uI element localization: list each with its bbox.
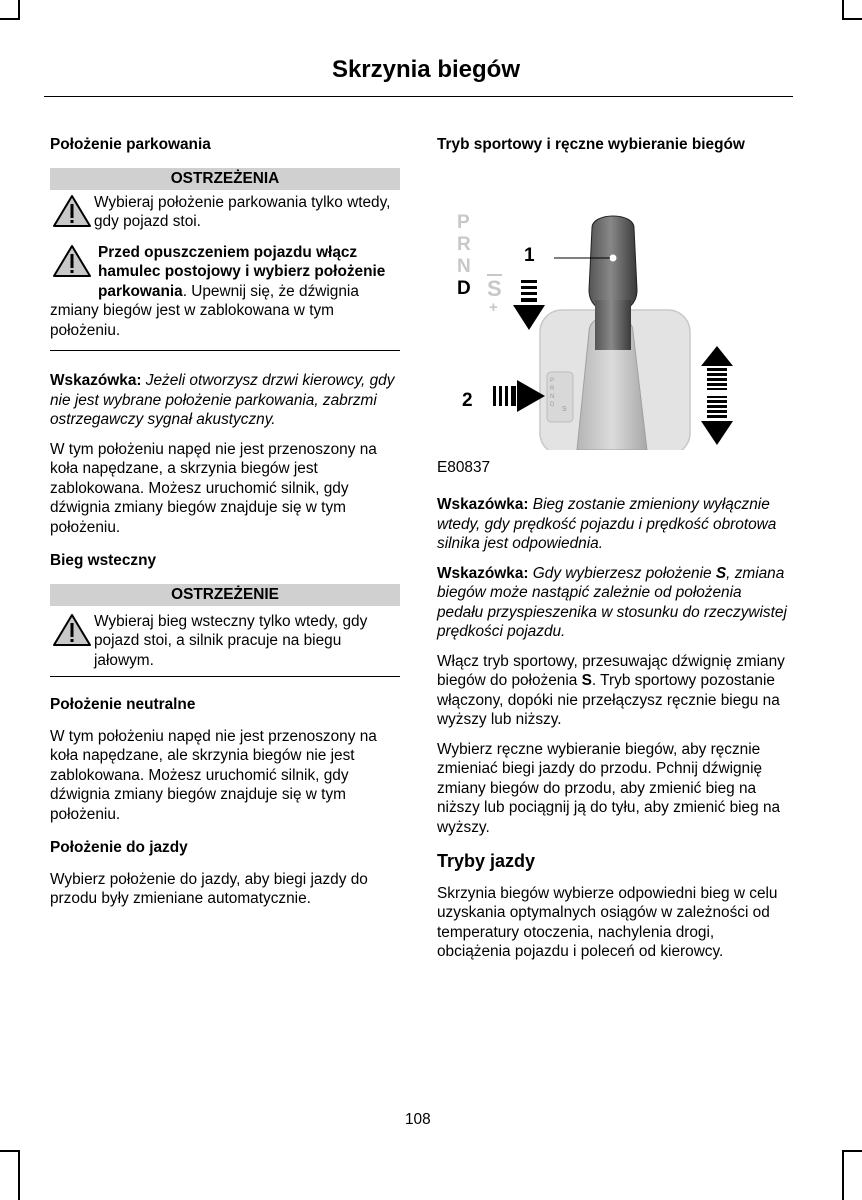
body-paragraph: Wybierz ręczne wybieranie biegów, aby ręcznie zmieniać biegi jazdy do przodu. Pchnij dźwignię zmiany biegów do przodu, aby zmienić bieg na niższy lub pociągnij ją do tyłu, aby zmienić bieg na wyższy. <box>437 740 781 836</box>
gear-letter-d: D <box>457 277 471 299</box>
crop-mark <box>842 1150 862 1152</box>
gear-letter-p: P <box>457 211 470 233</box>
note-text-s: S <box>715 564 727 582</box>
section-heading-modes: Tryby jazdy <box>437 851 536 871</box>
arrow-down-icon <box>513 280 545 330</box>
warning-text: Wybieraj bieg wsteczny tylko wtedy, gdy pojazd stoi, a silnik pracuje na biegu jałowym. <box>94 612 368 669</box>
note-text: Gdy wybierzesz położenie <box>528 564 716 582</box>
crop-mark <box>842 0 844 20</box>
warning-item <box>50 243 400 341</box>
body-paragraph: Skrzynia biegów wybierze odpowiedni bieg w celu uzyskania optymalnych osiągów w zależności od temperatury otoczenia, nachylenia drogi, obciążenia pojazdu i poleceń od kierowcy. <box>437 884 778 960</box>
crop-mark <box>18 1150 20 1200</box>
note-paragraph <box>437 495 789 554</box>
left-column <box>50 130 400 909</box>
up-down-arrow-icon <box>701 346 733 445</box>
note-text: Bieg zostanie zmieniony wyłącznie wtedy, gdy prędkość pojazdu i prędkość obrotowa silnika jest odpowiednia. <box>437 496 777 552</box>
mini-gate-letters: P R N D <box>550 377 555 408</box>
warning-triangle-icon <box>50 193 94 229</box>
warning-item <box>50 612 400 671</box>
section-heading-park: Położenie parkowania <box>50 136 211 153</box>
body-text: Włącz tryb sportowy, przesuwając dźwignię zmiany biegów do położenia <box>437 652 785 689</box>
section-heading-neutral: Położenie neutralne <box>50 696 196 714</box>
warning-triangle-icon <box>50 612 94 648</box>
arrow-right-icon <box>493 380 545 412</box>
crop-mark <box>842 1150 844 1200</box>
note-paragraph <box>437 564 789 642</box>
gear-selector-figure <box>437 160 789 450</box>
sport-mark: S <box>487 275 502 301</box>
gear-knob <box>589 216 637 313</box>
divider <box>50 676 400 677</box>
body-paragraph <box>437 652 789 730</box>
note-label: Wskazówka: <box>437 496 529 513</box>
figure-caption: E80837 <box>437 458 491 476</box>
warning-triangle-icon <box>50 243 94 279</box>
header-divider <box>44 96 793 97</box>
callout-1: 1 <box>524 244 535 266</box>
mini-gate-s: S <box>562 405 567 413</box>
crop-mark <box>18 0 20 20</box>
note-label: Wskazówka: <box>50 372 142 390</box>
warning-item <box>50 193 400 232</box>
note-text: Jeżeli otworzysz drzwi kierowcy, gdy nie jest wybrane położenie parkowania, zabrzmi ostrzegawczy sygnał akustyczny. <box>50 372 395 429</box>
body-paragraph: W tym położeniu napęd nie jest przenoszony na koła napędzane, a skrzynia biegów jest zablokowana. Możesz uruchomić silnik, gdy dźwignia zmiany biegów znajduje się w tym położeniu. <box>50 440 377 536</box>
section-heading-reverse: Bieg wsteczny <box>50 552 157 570</box>
gear-letter-r: R <box>457 233 471 255</box>
warning-text-bold: Przed opuszczeniem pojazdu włącz hamulec postojowy i wybierz położenie parkowania <box>98 243 386 300</box>
warning-title-bar: OSTRZEŻENIE <box>50 584 400 606</box>
divider <box>50 350 400 351</box>
body-paragraph: Wybierz położenie do jazdy, aby biegi jazdy do przodu były zmieniane automatycznie. <box>50 870 368 908</box>
body-text-s: S <box>581 672 592 689</box>
warning-text: . Upewnij się, że dźwignia zmiany biegów jest w zablokowana w tym położeniu. <box>50 282 359 339</box>
page-number: 108 <box>405 1111 431 1128</box>
note-text: , zmiana biegów może nastąpić zależnie od położenia pedału przyspieszenika w stosunku do rzeczywistej prędkości pojazdu. <box>437 564 787 640</box>
warning-text: Wybieraj położenie parkowania tylko wtedy, gdy pojazd stoi. <box>94 193 391 230</box>
page-title: Skrzynia biegów <box>331 56 520 83</box>
note-label: Wskazówka: <box>437 564 529 582</box>
section-heading-drive: Położenie do jazdy <box>50 839 188 857</box>
warnings-title-bar: OSTRZEŻENIA <box>50 168 400 190</box>
crop-mark <box>0 18 20 20</box>
right-column <box>437 130 789 962</box>
plus-mark: + <box>489 298 498 316</box>
crop-mark <box>842 18 862 20</box>
body-paragraph: W tym położeniu napęd nie jest przenoszony na koła napędzane, ale skrzynia biegów nie jest zablokowana. Możesz uruchomić silnik, gdy dźwignia zmiany biegów znajduje się w tym położeniu. <box>50 727 377 823</box>
callout-2: 2 <box>462 389 473 411</box>
gear-shaft <box>595 300 631 350</box>
knob-button-dot <box>610 254 617 261</box>
crop-mark <box>0 1150 20 1152</box>
gear-letter-n: N <box>457 255 471 277</box>
note-paragraph <box>50 371 400 430</box>
body-text: . Tryb sportowy pozostanie włączony, dopóki nie przełączysz ręcznie biegu na wyższy lub niższy. <box>437 672 780 728</box>
section-heading-sport: Tryb sportowy i ręczne wybieranie biegów <box>437 136 745 153</box>
